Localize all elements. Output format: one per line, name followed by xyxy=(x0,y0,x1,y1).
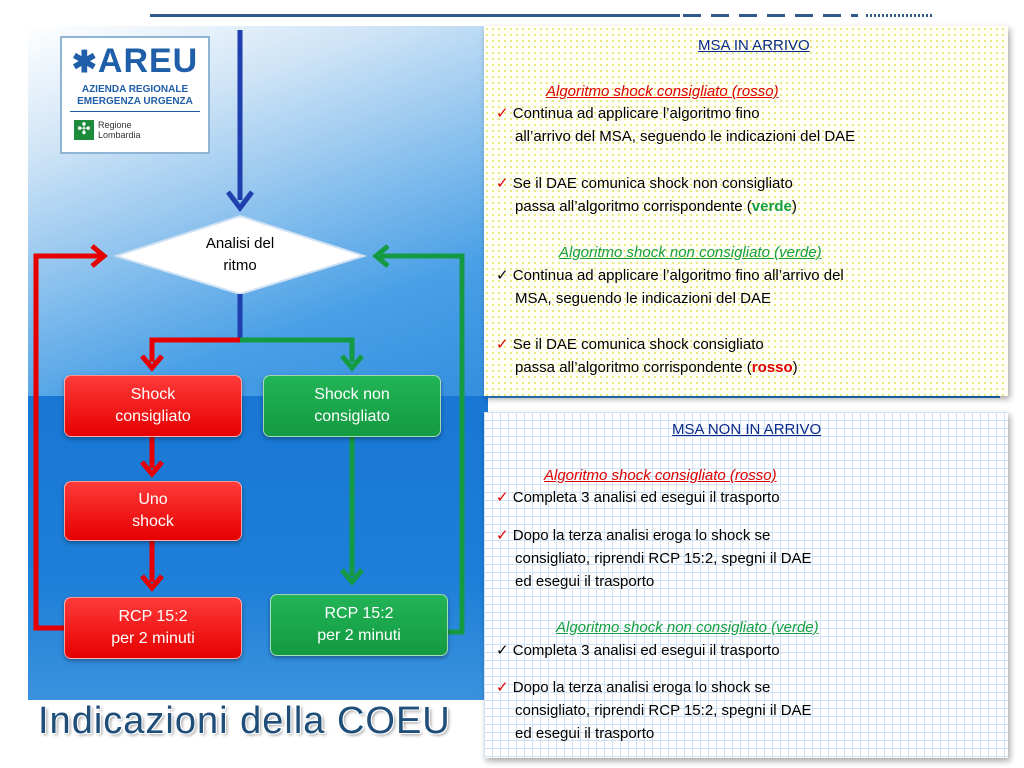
region-line1: Regione xyxy=(98,120,132,130)
card1-r2-l1: Se il DAE comunica shock non consigliato xyxy=(512,175,793,192)
card1-r2-l2-post: ) xyxy=(791,198,797,215)
card1-g2-l1: Se il DAE comunica shock consigliato xyxy=(512,336,764,353)
card1-red-algorithm: Algoritmo shock consigliato (rosso) xyxy=(546,83,779,100)
box-shock-consigliato-l1: Shock xyxy=(130,386,176,403)
check-icon: ✓ xyxy=(496,679,509,696)
card1-item-r2 xyxy=(496,172,793,195)
box-uno-shock-l1: Uno xyxy=(138,491,168,508)
check-icon: ✓ xyxy=(496,642,509,659)
card2-r2-l3: ed esegui il trasporto xyxy=(515,573,655,590)
region-line2: Lombardia xyxy=(98,130,141,140)
card1-r1-l2: all’arrivo del MSA, seguendo le indicazioni del DAE xyxy=(515,128,856,145)
card1-item-g1 xyxy=(496,264,844,287)
card2-item-r1 xyxy=(496,486,780,509)
card1-r2-l2-word: verde xyxy=(751,198,792,215)
box-shock-non-consigliato-l1: Shock non xyxy=(314,386,390,403)
box-shock-consigliato-l2: consigliato xyxy=(115,408,191,425)
check-icon: ✓ xyxy=(496,105,509,122)
card1-r2-l2-pre: passa all’algoritmo corrispondente ( xyxy=(515,198,752,215)
box-shock-non-consigliato-l2: consigliato xyxy=(314,408,390,425)
decision-label-line1: Analisi del xyxy=(205,235,275,252)
card1-g2-l2 xyxy=(515,356,798,379)
box-rcp-red-l1: RCP 15:2 xyxy=(118,608,188,625)
box-shock-non-consigliato xyxy=(263,375,441,437)
check-icon: ✓ xyxy=(496,336,509,353)
card2-red-algorithm: Algoritmo shock consigliato (rosso) xyxy=(544,467,777,484)
card1-r2-l2 xyxy=(515,195,797,218)
card2-item-g1 xyxy=(496,639,780,662)
logo-line2: EMERGENZA URGENZA xyxy=(77,96,193,107)
decision-label xyxy=(180,233,300,277)
box-rcp-red xyxy=(64,597,242,659)
card2-r2-l1: Dopo la terza analisi eroga lo shock se xyxy=(512,527,771,544)
card2-r1: Completa 3 analisi ed esegui il trasporto xyxy=(512,489,780,506)
card2-item-g2 xyxy=(496,676,770,699)
card-msa-non-in-arrivo xyxy=(484,412,1008,758)
box-rcp-green-l1: RCP 15:2 xyxy=(324,605,394,622)
card2-green-algorithm: Algoritmo shock non consigliato (verde) xyxy=(556,619,819,636)
card1-g2-l2-word: rosso xyxy=(751,359,793,376)
card1-g1-l2: MSA, seguendo le indicazioni del DAE xyxy=(515,290,771,307)
card1-g2-l2-pre: passa all’algoritmo corrispondente ( xyxy=(515,359,752,376)
region-lombardia-icon: ✣ xyxy=(74,120,94,140)
check-icon: ✓ xyxy=(496,489,509,506)
card2-g1: Completa 3 analisi ed esegui il trasporto xyxy=(512,642,780,659)
red-branch-connector xyxy=(36,246,240,628)
star-of-life-icon: ✱ xyxy=(71,46,98,79)
card2-item-r2 xyxy=(496,524,770,547)
card1-g2-l2-post: ) xyxy=(792,359,798,376)
check-icon: ✓ xyxy=(496,267,509,284)
logo-brand-text: AREU xyxy=(97,42,199,80)
card1-item-r1 xyxy=(496,102,760,125)
card1-r1-l1: Continua ad applicare l’algoritmo fino xyxy=(512,105,760,122)
card-msa-in-arrivo xyxy=(484,26,1008,396)
decision-label-line2: ritmo xyxy=(223,257,257,274)
card2-r2-l2: consigliato, riprendi RCP 15:2, spegni il DAE xyxy=(515,550,812,567)
arrow-into-decision xyxy=(228,30,252,208)
card1-header: MSA IN ARRIVO xyxy=(698,37,810,54)
logo-line1: AZIENDA REGIONALE xyxy=(81,84,189,95)
card2-header: MSA NON IN ARRIVO xyxy=(672,421,822,438)
card1-g1-l1: Continua ad applicare l’algoritmo fino all’arrivo del xyxy=(512,267,844,284)
box-rcp-green xyxy=(270,594,448,656)
box-rcp-green-l2: per 2 minuti xyxy=(317,627,401,644)
card2-g2-l1: Dopo la terza analisi eroga lo shock se xyxy=(512,679,771,696)
card2-g2-l3: ed esegui il trasporto xyxy=(515,725,655,742)
green-branch-connector xyxy=(240,246,462,632)
box-uno-shock xyxy=(64,481,242,541)
check-icon: ✓ xyxy=(496,527,509,544)
card2-g2-l2: consigliato, riprendi RCP 15:2, spegni il DAE xyxy=(515,702,812,719)
box-rcp-red-l2: per 2 minuti xyxy=(111,630,195,647)
card1-item-g2 xyxy=(496,333,764,356)
box-uno-shock-l2: shock xyxy=(132,513,174,530)
check-icon: ✓ xyxy=(496,175,509,192)
page-title: Indicazioni della COEU xyxy=(38,700,451,742)
card1-green-algorithm: Algoritmo shock non consigliato (verde) xyxy=(559,244,822,261)
box-shock-consigliato xyxy=(64,375,242,437)
